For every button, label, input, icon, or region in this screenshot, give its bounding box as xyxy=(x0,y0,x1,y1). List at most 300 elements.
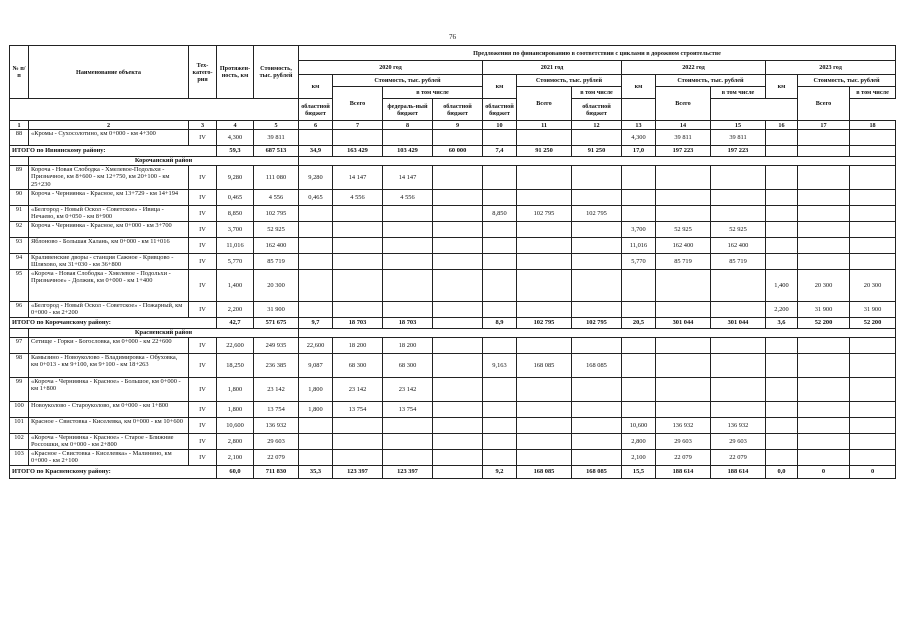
cell-col-7 xyxy=(333,130,383,146)
cell-col-14 xyxy=(656,190,711,206)
cell-col-15: 136 932 xyxy=(711,418,766,434)
table-row xyxy=(10,302,896,318)
cell-col-11 xyxy=(517,434,572,450)
section-row xyxy=(10,157,896,166)
cell-col-7 xyxy=(333,418,383,434)
cell-col-11 xyxy=(517,254,572,270)
cell-col-16 xyxy=(766,434,798,450)
cell-length: 1,800 xyxy=(217,378,254,402)
table-row xyxy=(10,378,896,402)
cell-col-17 xyxy=(798,238,850,254)
cell-col-12: 91 250 xyxy=(572,146,622,157)
cell-col-13: 2,100 xyxy=(622,450,656,466)
cell-category: IV xyxy=(189,378,217,402)
cell-col-16: 2,200 xyxy=(766,302,798,318)
cell-col-7: 123 397 xyxy=(333,466,383,479)
cell-col-9 xyxy=(433,354,483,378)
cell-cost: 249 935 xyxy=(254,338,299,354)
cell-category: IV xyxy=(189,238,217,254)
cell-col-15: 85 719 xyxy=(711,254,766,270)
cell-length: 59,3 xyxy=(217,146,254,157)
cell-cost: 52 925 xyxy=(254,222,299,238)
cell-col-7: 68 300 xyxy=(333,354,383,378)
cell-col-10 xyxy=(483,238,517,254)
cell-col-6 xyxy=(299,450,333,466)
cell-length: 8,850 xyxy=(217,206,254,222)
cell-col-7 xyxy=(333,450,383,466)
table-body xyxy=(10,130,896,479)
cell-col-18 xyxy=(850,402,896,418)
cell-col-9 xyxy=(433,190,483,206)
cell-col-10: 9,163 xyxy=(483,354,517,378)
cell-col-10 xyxy=(483,130,517,146)
cell-col-13: 2,800 xyxy=(622,434,656,450)
cell-col-13 xyxy=(622,166,656,190)
cell-col-17 xyxy=(798,130,850,146)
cell-col-11 xyxy=(517,450,572,466)
cell-object-name: Красное - Свистовка - Киселевка, км 0+000 - км 10+600 xyxy=(29,418,189,434)
header-spacer xyxy=(10,99,299,121)
cell-col-16 xyxy=(766,338,798,354)
cell-col-13: 10,600 xyxy=(622,418,656,434)
cell-col-14 xyxy=(656,302,711,318)
cell-col-18 xyxy=(850,146,896,157)
cell-col-6 xyxy=(299,238,333,254)
cell-col-10: 8,850 xyxy=(483,206,517,222)
cell-col-6: 34,9 xyxy=(299,146,333,157)
cell-cost: 236 385 xyxy=(254,354,299,378)
cell-col-13: 11,016 xyxy=(622,238,656,254)
cell-col-7: 163 429 xyxy=(333,146,383,157)
cell-col-12: 168 085 xyxy=(572,354,622,378)
header-num: № п/п xyxy=(10,46,29,99)
cell-col-10: 7,4 xyxy=(483,146,517,157)
header-cost-2021: Стоимость, тыс. рублей xyxy=(517,75,622,87)
header-group-title: Предложения по финансированию в соответствии с циклами в дорожном строительстве xyxy=(299,46,896,61)
cell-length: 42,7 xyxy=(217,318,254,329)
cell-col-8: 68 300 xyxy=(383,354,433,378)
cell-col-17 xyxy=(798,378,850,402)
cell-col-7 xyxy=(333,222,383,238)
cell-num: 101 xyxy=(10,418,29,434)
cell-num: 102 xyxy=(10,434,29,450)
cell-length: 11,016 xyxy=(217,238,254,254)
header-year-2022: 2022 год xyxy=(622,61,766,75)
cell-cost: 687 513 xyxy=(254,146,299,157)
cell-col-8 xyxy=(383,222,433,238)
cell-col-17 xyxy=(798,418,850,434)
cell-col-14: 29 603 xyxy=(656,434,711,450)
cell-object-name: «Короча - Новая Слободка - Хмелевое - Подольхи - Призначное» - Должик, км 0+000 - км 1+400 xyxy=(29,270,189,302)
cell-col-7 xyxy=(333,434,383,450)
cell-col-14 xyxy=(656,402,711,418)
cell-col-9 xyxy=(433,450,483,466)
total-label: ИТОГО по Корочанскому району: xyxy=(10,318,217,329)
header-federal-2020: федераль-ный бюджет xyxy=(383,99,433,121)
header-including-2020: в том числе xyxy=(383,87,483,99)
cell-col-8 xyxy=(383,238,433,254)
cell-col-18 xyxy=(850,222,896,238)
cell-col-7 xyxy=(333,254,383,270)
cell-col-10 xyxy=(483,378,517,402)
cell-col-10 xyxy=(483,222,517,238)
cell-col-7: 14 147 xyxy=(333,166,383,190)
cell-col-11: 102 795 xyxy=(517,318,572,329)
cell-col-7: 4 556 xyxy=(333,190,383,206)
cell-num: 94 xyxy=(10,254,29,270)
cell-col-15 xyxy=(711,302,766,318)
road-financing-table xyxy=(9,45,896,479)
cell-col-8: 14 147 xyxy=(383,166,433,190)
cell-object-name: «Белгород - Новый Оскол - Советское» - Ивица - Нечаево, км 0+050 - км 8+900 xyxy=(29,206,189,222)
cell-col-9 xyxy=(433,238,483,254)
cell-col-13 xyxy=(622,402,656,418)
cell-col-15 xyxy=(711,338,766,354)
cell-col-12 xyxy=(572,254,622,270)
header-km-2022: км xyxy=(622,75,656,99)
cell-object-name: Короча - Черниянка - Красное, км 0+000 - км 3+700 xyxy=(29,222,189,238)
table-row xyxy=(10,270,896,302)
cell-col-10: 8,9 xyxy=(483,318,517,329)
cell-category: IV xyxy=(189,302,217,318)
cell-category: IV xyxy=(189,402,217,418)
section-row xyxy=(10,329,896,338)
cell-col-16: 3,6 xyxy=(766,318,798,329)
cell-col-18 xyxy=(850,206,896,222)
cell-col-11 xyxy=(517,418,572,434)
cell-col-16 xyxy=(766,146,798,157)
cell-col-12 xyxy=(572,450,622,466)
cell-col-12 xyxy=(572,222,622,238)
cell-col-8 xyxy=(383,450,433,466)
cell-length: 1,400 xyxy=(217,270,254,302)
cell-col-8: 4 556 xyxy=(383,190,433,206)
cell-col-16 xyxy=(766,354,798,378)
cell-col-10 xyxy=(483,450,517,466)
cell-col-10 xyxy=(483,302,517,318)
cell-col-8 xyxy=(383,206,433,222)
table-row xyxy=(10,190,896,206)
cell-category: IV xyxy=(189,434,217,450)
cell-col-15 xyxy=(711,166,766,190)
header-year-2021: 2021 год xyxy=(483,61,622,75)
cell-length: 60,0 xyxy=(217,466,254,479)
cell-col-8 xyxy=(383,254,433,270)
cell-col-15: 22 079 xyxy=(711,450,766,466)
cell-col-8: 13 754 xyxy=(383,402,433,418)
cell-col-10 xyxy=(483,418,517,434)
cell-num: 99 xyxy=(10,378,29,402)
cell-col-15: 52 925 xyxy=(711,222,766,238)
cell-length: 1,800 xyxy=(217,402,254,418)
cell-col-6: 1,800 xyxy=(299,378,333,402)
cell-col-14: 197 223 xyxy=(656,146,711,157)
cell-col-8 xyxy=(383,302,433,318)
cell-num: 88 xyxy=(10,130,29,146)
cell-cost: 23 142 xyxy=(254,378,299,402)
cell-col-13 xyxy=(622,378,656,402)
table-row xyxy=(10,206,896,222)
cell-col-9: 60 000 xyxy=(433,146,483,157)
cell-length: 2,800 xyxy=(217,434,254,450)
cell-length: 10,600 xyxy=(217,418,254,434)
cell-col-13: 4,300 xyxy=(622,130,656,146)
cell-num: 90 xyxy=(10,190,29,206)
cell-col-16 xyxy=(766,254,798,270)
header-length: Протяжен-ность, км xyxy=(217,46,254,99)
cell-col-8: 103 429 xyxy=(383,146,433,157)
cell-col-14 xyxy=(656,206,711,222)
header-cost: Стоимость, тыс. рублей xyxy=(254,46,299,99)
cell-object-name: «Короча - Черниянка - Красное» - Большое, км 0+000 - км 1+800 xyxy=(29,378,189,402)
cell-col-6 xyxy=(299,130,333,146)
cell-col-13: 17,0 xyxy=(622,146,656,157)
cell-col-9 xyxy=(433,418,483,434)
cell-object-name: «Короча - Черниянка - Красное» - Старое - Ближние Россошки, км 0+000 - км 2+800 xyxy=(29,434,189,450)
cell-col-6 xyxy=(299,302,333,318)
cell-col-13 xyxy=(622,302,656,318)
cell-cost: 111 080 xyxy=(254,166,299,190)
cell-object-name: «Красное - Свистовка - Киселевка» - Малинино, км 0+000 - км 2+100 xyxy=(29,450,189,466)
cell-col-9 xyxy=(433,270,483,302)
cell-col-16: 1,400 xyxy=(766,270,798,302)
cell-col-12: 102 795 xyxy=(572,318,622,329)
cell-col-10 xyxy=(483,434,517,450)
cell-col-6 xyxy=(299,222,333,238)
cell-col-16 xyxy=(766,166,798,190)
header-year-2023: 2023 год xyxy=(766,61,896,75)
cell-object-name: Яблоново - Большая Халань, км 0+000 - км 11+016 xyxy=(29,238,189,254)
cell-num: 98 xyxy=(10,354,29,378)
cell-col-17 xyxy=(798,450,850,466)
cell-col-6: 22,600 xyxy=(299,338,333,354)
table-row xyxy=(10,450,896,466)
cell-col-15 xyxy=(711,190,766,206)
cell-cost: 4 556 xyxy=(254,190,299,206)
column-index: 11 xyxy=(517,121,572,130)
column-index: 6 xyxy=(299,121,333,130)
cell-col-17 xyxy=(798,206,850,222)
page-number: 76 xyxy=(449,33,456,41)
cell-cost: 22 079 xyxy=(254,450,299,466)
cell-col-18: 52 200 xyxy=(850,318,896,329)
cell-col-15: 29 603 xyxy=(711,434,766,450)
cell-category: IV xyxy=(189,354,217,378)
cell-col-11 xyxy=(517,130,572,146)
cell-col-15: 162 400 xyxy=(711,238,766,254)
cell-category: IV xyxy=(189,130,217,146)
cell-col-17 xyxy=(798,434,850,450)
cell-col-12 xyxy=(572,378,622,402)
cell-col-16 xyxy=(766,190,798,206)
cell-col-12 xyxy=(572,418,622,434)
cell-col-12 xyxy=(572,434,622,450)
cell-col-11: 91 250 xyxy=(517,146,572,157)
cell-col-7 xyxy=(333,270,383,302)
column-index: 4 xyxy=(217,121,254,130)
cell-num: 92 xyxy=(10,222,29,238)
cell-num: 100 xyxy=(10,402,29,418)
cell-col-17 xyxy=(798,146,850,157)
column-index: 13 xyxy=(622,121,656,130)
cell-col-8: 123 397 xyxy=(383,466,433,479)
cell-col-18 xyxy=(850,418,896,434)
column-index: 1 xyxy=(10,121,29,130)
cell-col-11 xyxy=(517,402,572,418)
cell-col-11 xyxy=(517,190,572,206)
cell-num: 95 xyxy=(10,270,29,302)
column-index: 10 xyxy=(483,121,517,130)
cell-col-9 xyxy=(433,302,483,318)
cell-num: 97 xyxy=(10,338,29,354)
section-spacer xyxy=(10,157,29,166)
cell-col-11 xyxy=(517,270,572,302)
cell-col-11 xyxy=(517,222,572,238)
cell-col-12 xyxy=(572,302,622,318)
cell-col-16: 0,0 xyxy=(766,466,798,479)
table-row xyxy=(10,130,896,146)
cell-cost: 39 811 xyxy=(254,130,299,146)
cell-col-11: 102 795 xyxy=(517,206,572,222)
cell-col-7: 23 142 xyxy=(333,378,383,402)
header-regional-2020: областной бюджет xyxy=(299,99,333,121)
cell-cost: 571 675 xyxy=(254,318,299,329)
cell-cost: 102 795 xyxy=(254,206,299,222)
cell-num: 103 xyxy=(10,450,29,466)
cell-length: 4,300 xyxy=(217,130,254,146)
cell-col-6 xyxy=(299,206,333,222)
column-index: 2 xyxy=(29,121,189,130)
cell-col-12 xyxy=(572,338,622,354)
section-title: Корочанский район xyxy=(29,157,299,166)
cell-col-6 xyxy=(299,418,333,434)
cell-col-11 xyxy=(517,166,572,190)
column-index-row xyxy=(10,121,896,130)
cell-col-7 xyxy=(333,206,383,222)
cell-col-14 xyxy=(656,354,711,378)
cell-col-8: 23 142 xyxy=(383,378,433,402)
header-total-2022: Всего xyxy=(656,87,711,121)
table-row xyxy=(10,222,896,238)
cell-col-9 xyxy=(433,402,483,418)
cell-col-8 xyxy=(383,418,433,434)
header-total-2023: Всего xyxy=(798,87,850,121)
cell-col-6: 9,087 xyxy=(299,354,333,378)
total-label: ИТОГО по Ивнянскому району: xyxy=(10,146,217,157)
cell-col-8 xyxy=(383,270,433,302)
cell-category: IV xyxy=(189,222,217,238)
cell-object-name: Сетище - Горки - Богословка, км 0+000 - км 22+600 xyxy=(29,338,189,354)
cell-col-13: 15,5 xyxy=(622,466,656,479)
cell-col-13 xyxy=(622,338,656,354)
cell-cost: 162 400 xyxy=(254,238,299,254)
cell-col-17 xyxy=(798,222,850,238)
column-index: 18 xyxy=(850,121,896,130)
cell-col-18 xyxy=(850,354,896,378)
cell-col-11 xyxy=(517,378,572,402)
cell-col-18: 31 900 xyxy=(850,302,896,318)
cell-col-15: 188 614 xyxy=(711,466,766,479)
cell-col-17 xyxy=(798,190,850,206)
cell-col-17 xyxy=(798,254,850,270)
column-index: 5 xyxy=(254,121,299,130)
cell-col-10 xyxy=(483,166,517,190)
cell-col-11 xyxy=(517,238,572,254)
cell-category: IV xyxy=(189,166,217,190)
cell-col-15 xyxy=(711,270,766,302)
cell-category: IV xyxy=(189,270,217,302)
header-cost-2023: Стоимость, тыс. рублей xyxy=(798,75,896,87)
cell-col-15 xyxy=(711,378,766,402)
header-including-2022: в том числе xyxy=(711,87,766,99)
total-label: ИТОГО по Красненскому району: xyxy=(10,466,217,479)
cell-length: 0,465 xyxy=(217,190,254,206)
table-row xyxy=(10,254,896,270)
cell-col-7: 18 200 xyxy=(333,338,383,354)
cell-col-14: 39 811 xyxy=(656,130,711,146)
cell-col-15 xyxy=(711,206,766,222)
cell-col-14: 52 925 xyxy=(656,222,711,238)
cell-col-6: 35,3 xyxy=(299,466,333,479)
cell-object-name: «Белгород - Новый Оскол - Советское» - Пожарный, км 0+000 - км 2+200 xyxy=(29,302,189,318)
column-index: 16 xyxy=(766,121,798,130)
cell-length: 22,600 xyxy=(217,338,254,354)
cell-col-17 xyxy=(798,338,850,354)
header-total-2021: Всего xyxy=(517,87,572,121)
cell-col-6: 9,280 xyxy=(299,166,333,190)
cell-col-18 xyxy=(850,166,896,190)
cell-object-name: Камызино - Новоуколово - Владимировка - Обуховка, км 0+013 - км 9+100, км 9+100 - км 18+263 xyxy=(29,354,189,378)
cell-col-7 xyxy=(333,302,383,318)
section-spacer xyxy=(299,329,896,338)
cell-col-6 xyxy=(299,270,333,302)
cell-category: IV xyxy=(189,190,217,206)
cell-length: 5,770 xyxy=(217,254,254,270)
total-row xyxy=(10,466,896,479)
cell-col-10 xyxy=(483,338,517,354)
cell-category: IV xyxy=(189,254,217,270)
cell-col-14: 85 719 xyxy=(656,254,711,270)
cell-cost: 136 932 xyxy=(254,418,299,434)
header-including-2023: в том числе xyxy=(850,87,896,99)
cell-object-name: «Кромы - Сухосолотино, км 0+000 - км 4+300 xyxy=(29,130,189,146)
cell-col-17: 0 xyxy=(798,466,850,479)
cell-col-7: 18 703 xyxy=(333,318,383,329)
cell-col-14: 301 044 xyxy=(656,318,711,329)
cell-col-17: 31 900 xyxy=(798,302,850,318)
cell-col-16 xyxy=(766,238,798,254)
cell-col-16 xyxy=(766,378,798,402)
cell-col-10 xyxy=(483,254,517,270)
cell-col-14 xyxy=(656,166,711,190)
cell-col-9 xyxy=(433,166,483,190)
cell-category: IV xyxy=(189,206,217,222)
cell-col-14: 136 932 xyxy=(656,418,711,434)
cell-col-11: 168 085 xyxy=(517,466,572,479)
table-row xyxy=(10,402,896,418)
table-row xyxy=(10,354,896,378)
header-including-2021: в том числе xyxy=(572,87,622,99)
cell-col-16 xyxy=(766,222,798,238)
cell-col-12 xyxy=(572,270,622,302)
cell-col-16 xyxy=(766,450,798,466)
cell-col-9 xyxy=(433,254,483,270)
header-regional-2021: областной бюджет xyxy=(433,99,483,121)
cell-col-18 xyxy=(850,450,896,466)
cell-col-12 xyxy=(572,166,622,190)
header-name: Наименование объекта xyxy=(29,46,189,99)
cell-col-10 xyxy=(483,270,517,302)
